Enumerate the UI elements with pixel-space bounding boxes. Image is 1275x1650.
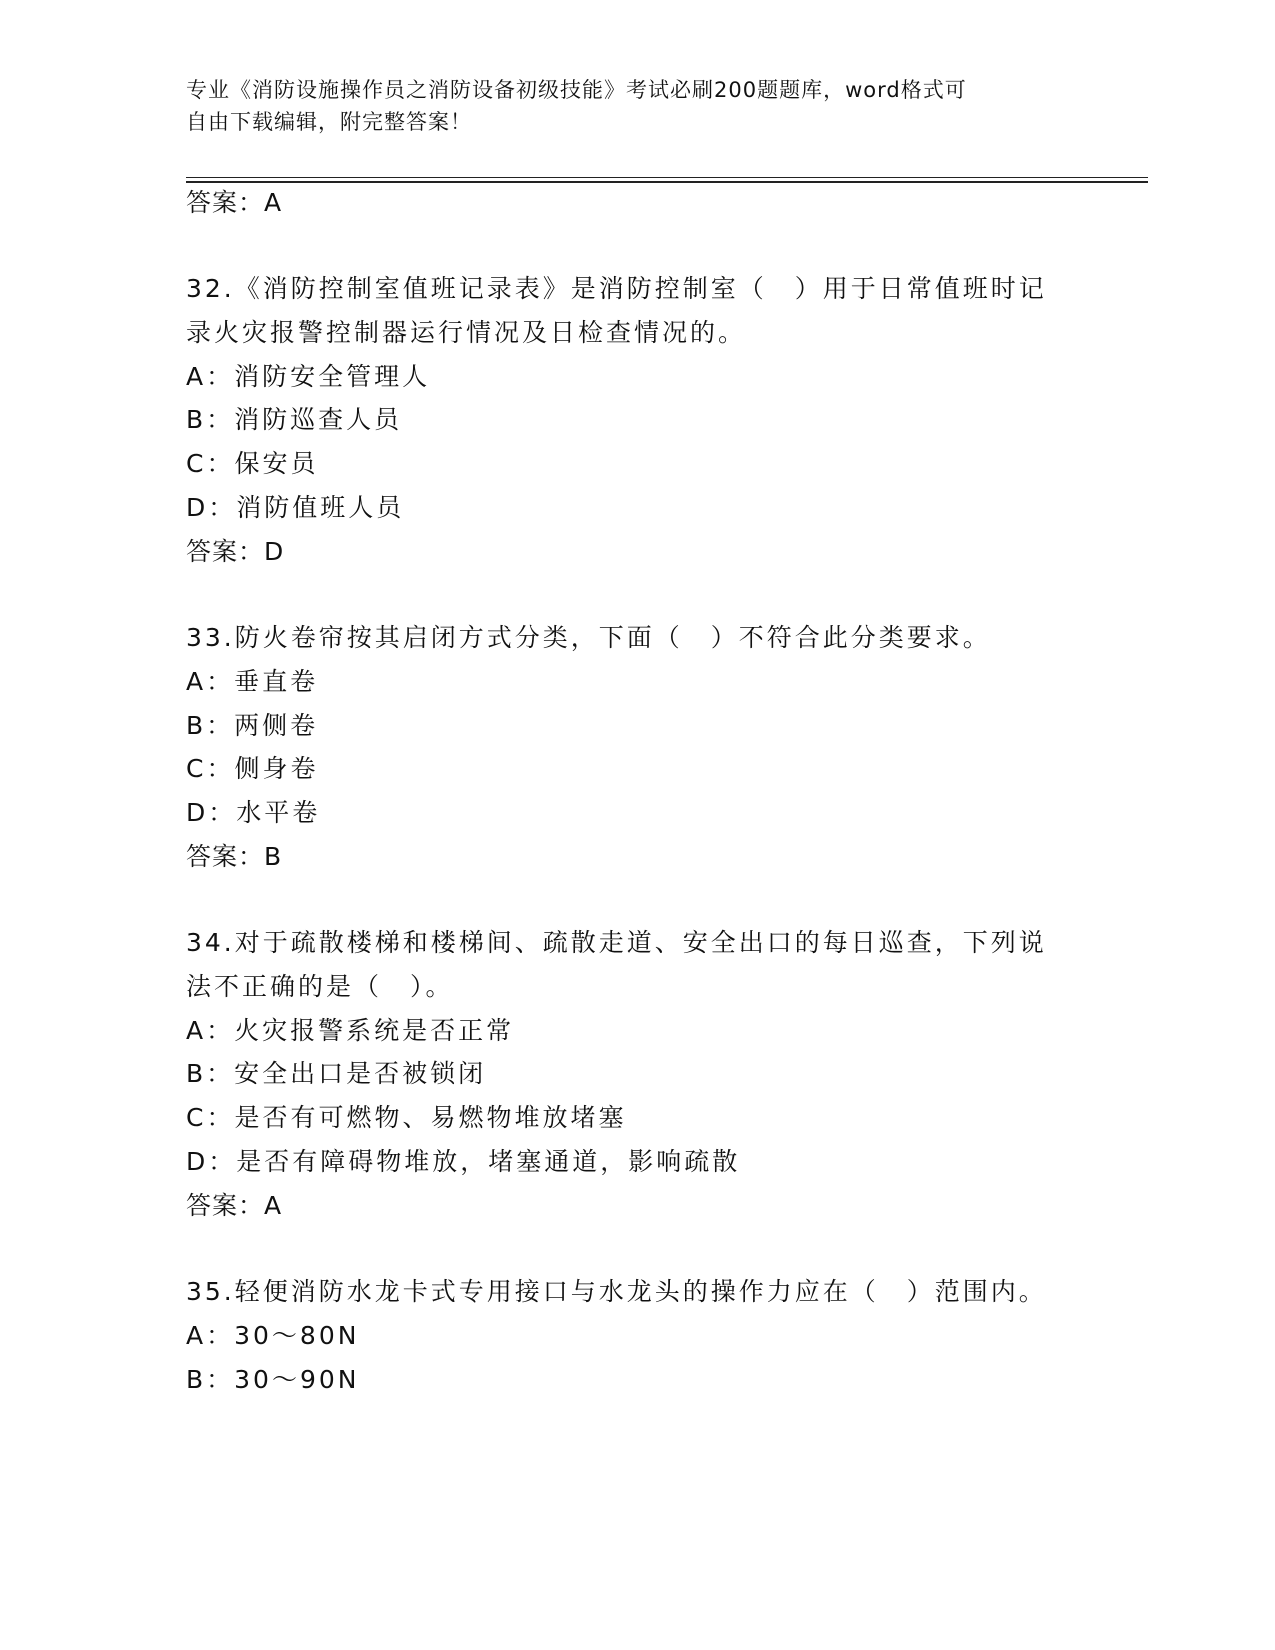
question-32-option-c: C：保安员 — [186, 449, 319, 478]
header-line-2: 自由下载编辑，附完整答案！ — [186, 110, 472, 134]
question-34-stem-line-1: 34.对于疏散楼梯和楼梯间、疏散走道、安全出口的每日巡查，下列说 — [186, 928, 1047, 957]
answer-32: 答案：D — [186, 537, 285, 566]
question-32-option-d: D：消防值班人员 — [186, 493, 405, 522]
question-32-stem-line-2: 录火灾报警控制器运行情况及日检查情况的。 — [186, 318, 747, 347]
question-35-option-b: B：30～90N — [186, 1365, 360, 1394]
question-33-option-a: A：垂直卷 — [186, 667, 319, 696]
question-33-option-c: C：侧身卷 — [186, 754, 319, 783]
question-33-option-b: B：两侧卷 — [186, 711, 319, 740]
question-32-stem-line-1: 32.《消防控制室值班记录表》是消防控制室（ ）用于日常值班时记 — [186, 274, 1047, 303]
answer-33: 答案：B — [186, 842, 283, 871]
question-34-option-a: A：火灾报警系统是否正常 — [186, 1016, 515, 1045]
document-header — [186, 74, 1066, 138]
question-35-stem-line-1: 35.轻便消防水龙卡式专用接口与水龙头的操作力应在（ ）范围内。 — [186, 1277, 1047, 1306]
question-34-option-d: D：是否有障碍物堆放，堵塞通道，影响疏散 — [186, 1147, 741, 1176]
question-32-option-a: A：消防安全管理人 — [186, 362, 431, 391]
question-34-option-c: C：是否有可燃物、易燃物堆放堵塞 — [186, 1103, 627, 1132]
header-divider-thin — [186, 177, 1148, 178]
question-33-option-d: D：水平卷 — [186, 798, 321, 827]
question-34-stem-line-2: 法不正确的是（ ）。 — [186, 972, 454, 1001]
header-line-1: 专业《消防设施操作员之消防设备初级技能》考试必刷200题题库，word格式可 — [186, 78, 967, 102]
header-divider-thick — [186, 181, 1148, 183]
question-34-option-b: B：安全出口是否被锁闭 — [186, 1059, 487, 1088]
question-35-option-a: A：30～80N — [186, 1321, 360, 1350]
answer-31: 答案：A — [186, 188, 283, 217]
question-32-option-b: B：消防巡查人员 — [186, 405, 403, 434]
question-33-stem-line-1: 33.防火卷帘按其启闭方式分类，下面（ ）不符合此分类要求。 — [186, 623, 991, 652]
answer-34: 答案：A — [186, 1191, 283, 1220]
